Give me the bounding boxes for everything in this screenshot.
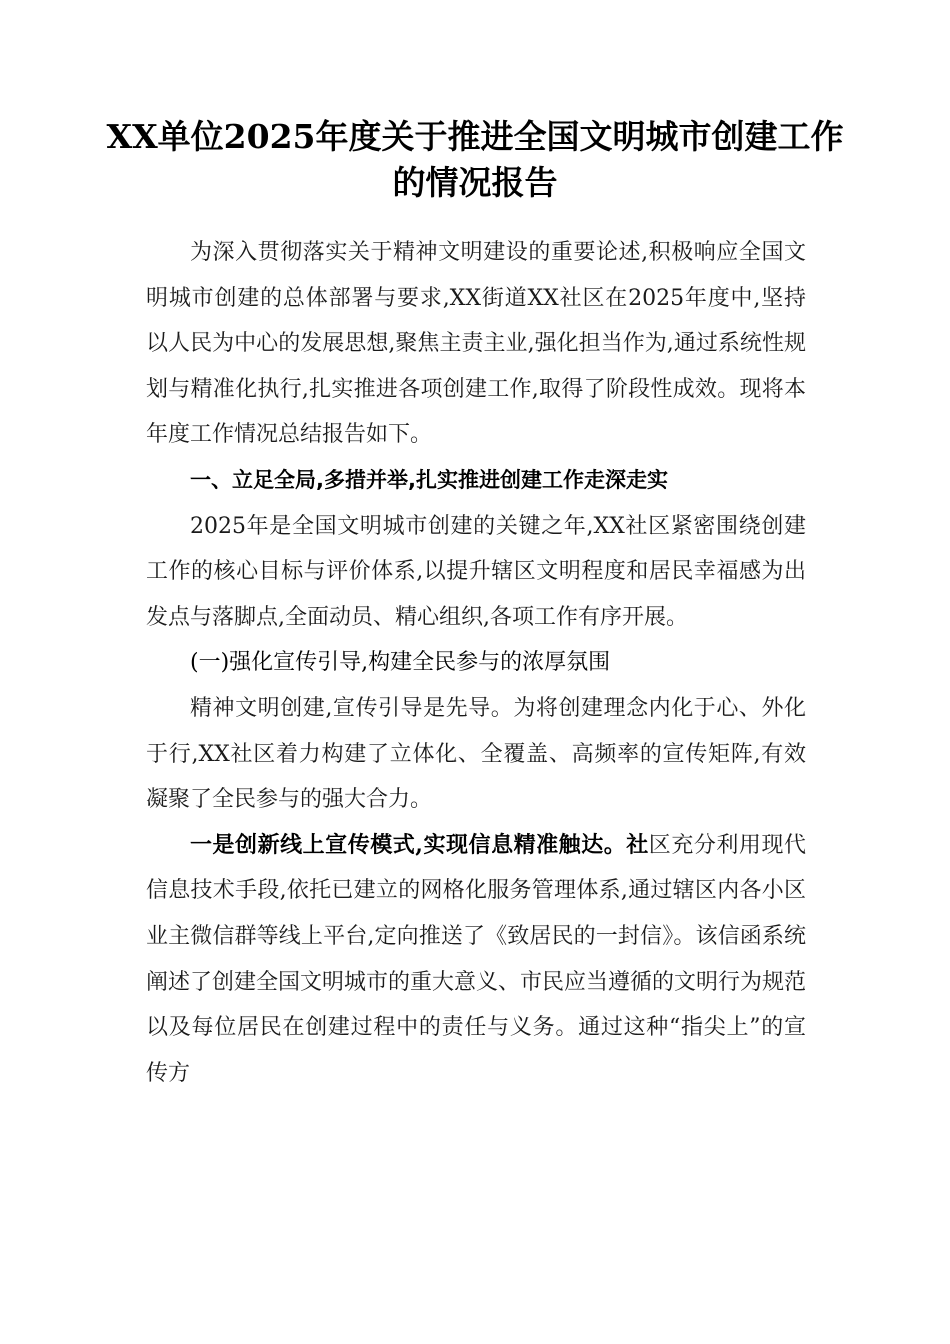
section-1-paragraph: 2025年是全国文明城市创建的关键之年,XX社区紧密围绕创建工作的核心目标与评价体系,以提升辖区文明程度和居民幸福感为出发点与落脚点,全面动员、精心组织,各项工作有序开展。 (146, 513, 806, 630)
document-body (146, 230, 806, 1096)
document-title: XX单位2025年度关于推进全国文明城市创建工作的情况报告 (106, 117, 844, 202)
subsection-heading-1: (一)强化宣传引导,构建全民参与的浓厚氛围 (190, 650, 611, 676)
subsection-1-paragraph: 精神文明创建,宣传引导是先导。为将创建理念内化于心、外化于行,XX社区着力构建了立体化、全覆盖、高频率的宣传矩阵,有效凝聚了全民参与的强大合力。 (146, 695, 806, 813)
intro-paragraph: 为深入贯彻落实关于精神文明建设的重要论述,积极响应全国文明城市创建的总体部署与要求,XX街道XX社区在2025年度中,坚持以人民为中心的发展思想,聚焦主责主业,强化担当作为,通过系统性规划与精准化执行,扎实推进各项创建工作,取得了阶段性成效。现将本年度工作情况总结报告如下。 (146, 240, 806, 448)
point-1-paragraph (146, 823, 806, 1097)
point-1-body: 区充分利用现代信息技术手段,依托已建立的网格化服务管理体系,通过辖区内各小区业主微信群等线上平台,定向推送了《致居民的一封信》。该信函系统阐述了创建全国文明城市的重大意义、市民应当遵循的文明行为规范以及每位居民在创建过程中的责任与义务。通过这种“指尖上”的宣传方 (146, 832, 807, 1086)
section-heading-1: 一、立足全局,多措并举,扎实推进创建工作走深走实 (190, 467, 668, 492)
point-1-lead: 一是创新线上宣传模式,实现信息精准触达。社 (190, 831, 649, 858)
